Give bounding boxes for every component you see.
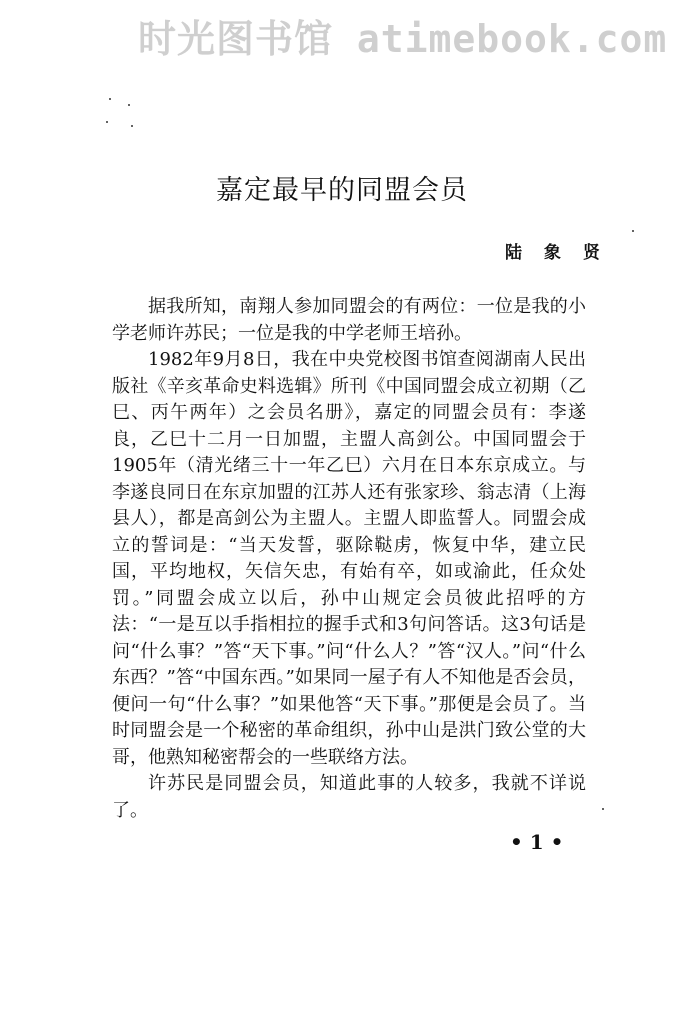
scan-speck bbox=[602, 808, 604, 810]
watermark: 时光图书馆 atimebook.com bbox=[138, 17, 668, 61]
paragraph: 1982年9月8日，我在中央党校图书馆查阅湖南人民出版社《辛亥革命史料选辑》所刊《中国同盟会成立初期（乙巳、丙午两年）之会员名册》，嘉定的同盟会员有：李遂良，乙巳十二月一日加盟，主盟人高剑公。中国同盟会于1905年（清光绪三十一年乙巳）六月在日本东京成立。与李遂良同日在东京加盟的江苏人还有张家珍、翁志清（上海县人），都是高剑公为主盟人。主盟人即监誓人。同盟会成立的誓词是：“当天发誓，驱除鞑虏，恢复中华，建立民国，平均地权，矢信矢忠，有始有卒，如或渝此，任众处罚。”同盟会成立以后，孙中山规定会员彼此招呼的方法：“一是互以手指相拉的握手式和3句问答话。这3句话是问“什么事？”答“天下事。”问“什么人？”答“汉人。”问“什么东西？”答“中国东西。”如果同一屋子有人不知他是否会员，便问一句“什么事？”如果他答“天下事。”那便是会员了。当时同盟会是一个秘密的革命组织，孙中山是洪门致公堂的大哥，他熟知秘密帮会的一些联络方法。 bbox=[112, 349, 586, 768]
scan-speck bbox=[131, 125, 133, 127]
paragraph: 许苏民是同盟会员，知道此事的人较多，我就不详说了。 bbox=[112, 773, 586, 821]
article-author: 陆 象 贤 bbox=[505, 243, 608, 263]
scan-speck bbox=[632, 230, 634, 232]
scan-speck bbox=[109, 98, 111, 100]
paragraph: 据我所知，南翔人参加同盟会的有两位：一位是我的小学老师许苏民；一位是我的中学老师王培孙。 bbox=[112, 296, 586, 344]
article-body bbox=[112, 294, 586, 824]
article-title: 嘉定最早的同盟会员 bbox=[216, 175, 468, 206]
scan-speck bbox=[106, 121, 108, 123]
scan-speck bbox=[128, 104, 130, 106]
page-number: • 1 • bbox=[510, 830, 564, 854]
